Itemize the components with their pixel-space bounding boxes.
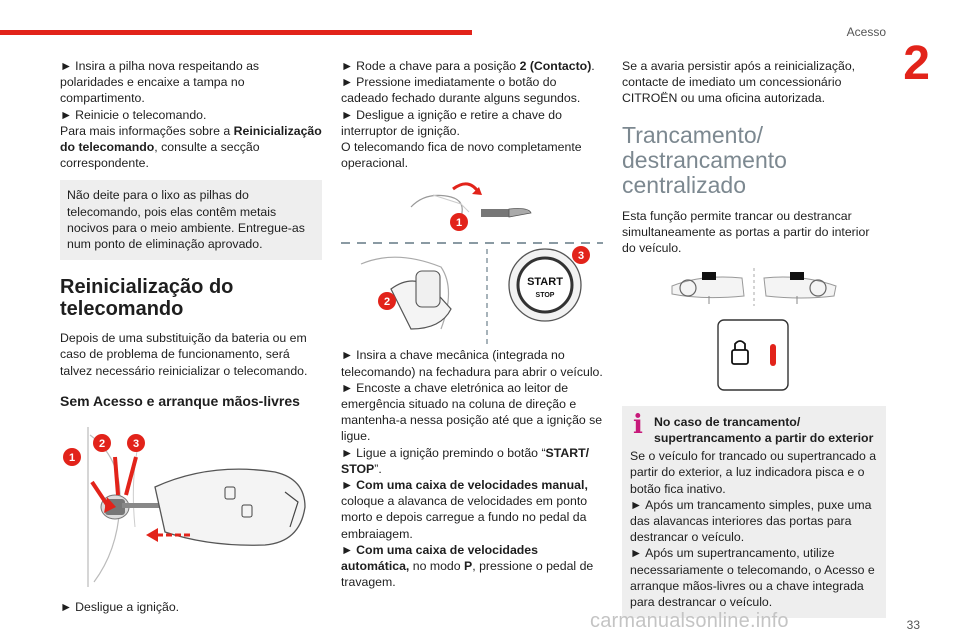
bullet-arrow: ►: [60, 59, 73, 73]
svg-text:1: 1: [455, 217, 463, 230]
indicator-led-icon: [770, 344, 776, 366]
step-automatic-gearbox: ► Com uma caixa de velocidades automática, no modo P, pressione o pedal de travagem.: [341, 542, 594, 590]
key-fob-illustration: [60, 417, 322, 595]
bullet-arrow: ►: [60, 107, 73, 122]
central-locking-intro: Esta função permite trancar ou destrancar simultaneamente as portas a partir do interior do veículo.: [622, 208, 870, 256]
keyless-reset-illustration: [60, 417, 322, 595]
svg-text:2: 2: [98, 438, 106, 451]
heading-central-locking: Trancamento/ destrancamento centralizado: [622, 121, 787, 198]
info-step-simple-lock: ► Após um trancamento simples, puxe uma das alavancas interiores das portas para destrancar o veículo.: [630, 497, 872, 545]
central-locking-illustration: [622, 266, 886, 402]
page-number: 33: [906, 618, 920, 632]
heading-remote-reset: Reinicialização do telecomando: [60, 276, 234, 321]
watermark: carmanualsonline.info: [590, 610, 789, 632]
emergency-start-illustration: [341, 179, 603, 345]
step-reset-remote: ► Reinicie o telecomando.: [60, 107, 207, 122]
column-3: [622, 58, 886, 618]
subheading-keyless: Sem Acesso e arranque mãos-livres: [60, 392, 300, 409]
bullet-arrow: ►: [341, 542, 354, 557]
contact-dealer-text: Se a avaria persistir após a reinicialização, contacte de imediato um concessionário CITROËN ou uma oficina autorizada.: [622, 59, 856, 106]
start-label: START: [527, 276, 563, 289]
remote-operational-text: O telecomando fica de novo completamente operacional.: [341, 140, 582, 171]
info-step-deadlock: ► Após um supertrancamento, utilize necessariamente o telecomando, o Acesso e arranque mãos-livres ou a chave integrada para destrancar o veículo.: [630, 546, 875, 610]
header-accent-bar: [0, 30, 472, 35]
info-icon: i: [633, 410, 643, 441]
bullet-arrow: ►: [341, 75, 354, 90]
step-remove-key: ► Desligue a ignição e retire a chave do interruptor de ignição.: [341, 107, 562, 138]
step-press-lock: ► Pressione imediatamente o botão do cadeado fechado durante alguns segundos.: [341, 75, 581, 106]
svg-text:3: 3: [132, 438, 140, 451]
emergency-start-svg: [341, 179, 603, 345]
bullet-arrow: ►: [341, 348, 354, 363]
stop-label: STOP: [535, 292, 555, 300]
svg-text:1: 1: [68, 452, 76, 465]
section-title: Acesso: [846, 25, 886, 39]
step-ignition-off: ► Desligue a ignição.: [60, 600, 180, 615]
step-emergency-reader: ► Encoste a chave eletrónica ao leitor de emergência situado na coluna de direção e mantenha-a nessa posição até que a ignição se ligue.: [341, 380, 603, 444]
svg-text:2: 2: [383, 296, 391, 309]
bullet-arrow: ►: [630, 497, 643, 512]
bullet-arrow: ►: [630, 546, 643, 561]
info-title: No caso de trancamento/ supertrancamento a partir do exterior: [654, 415, 874, 446]
column-1: [60, 58, 322, 615]
step-mechanical-key: ► Insira a chave mecânica (integrada no telecomando) na fechadura para abrir o veículo.: [341, 348, 603, 379]
reset-intro-text: Depois de uma substituição da bateria ou em caso de problema de funcionamento, será talvez necessário reinicializar o telecomando.: [60, 331, 308, 378]
bullet-arrow: ►: [341, 107, 354, 122]
bullet-arrow: ►: [341, 380, 354, 395]
bullet-arrow: ►: [60, 600, 73, 615]
chapter-number: 2: [903, 37, 930, 90]
battery-disposal-note: Não deite para o lixo as pilhas do telecomando, pois elas contêm metais nocivos para o meio ambiente. Entregue-as num ponto de eliminação aprovado.: [60, 180, 322, 260]
step-start-stop: ► Ligue a ignição premindo o botão “START/ STOP”.: [341, 445, 590, 476]
bullet-arrow: ►: [341, 59, 354, 73]
step-turn-key: ► Rode a chave para a posição 2 (Contacto).: [341, 59, 595, 73]
exterior-locking-info-box: [622, 406, 886, 618]
step-insert-battery: ► Insira a pilha nova respeitando as polaridades e encaixe a tampa no compartimento.: [60, 59, 260, 106]
lock-button: [718, 320, 788, 390]
info-text-1: Se o veículo for trancado ou supertrancado a partir do exterior, a luz indicadora pisca e o botão fica inativo.: [630, 449, 877, 496]
bullet-arrow: ►: [341, 445, 354, 460]
step-manual-gearbox: ► Com uma caixa de velocidades manual, coloque a alavanca de velocidades em ponto morto e depois carregue a fundo no pedal da embraiagem.: [341, 478, 588, 541]
more-info-text: Para mais informações sobre a Reinicialização do telecomando, consulte a secção correspondente.: [60, 123, 322, 171]
dashboard-lock-svg: [622, 266, 886, 402]
bullet-arrow: ►: [341, 478, 354, 493]
column-2: [341, 58, 603, 590]
svg-text:3: 3: [577, 250, 585, 263]
